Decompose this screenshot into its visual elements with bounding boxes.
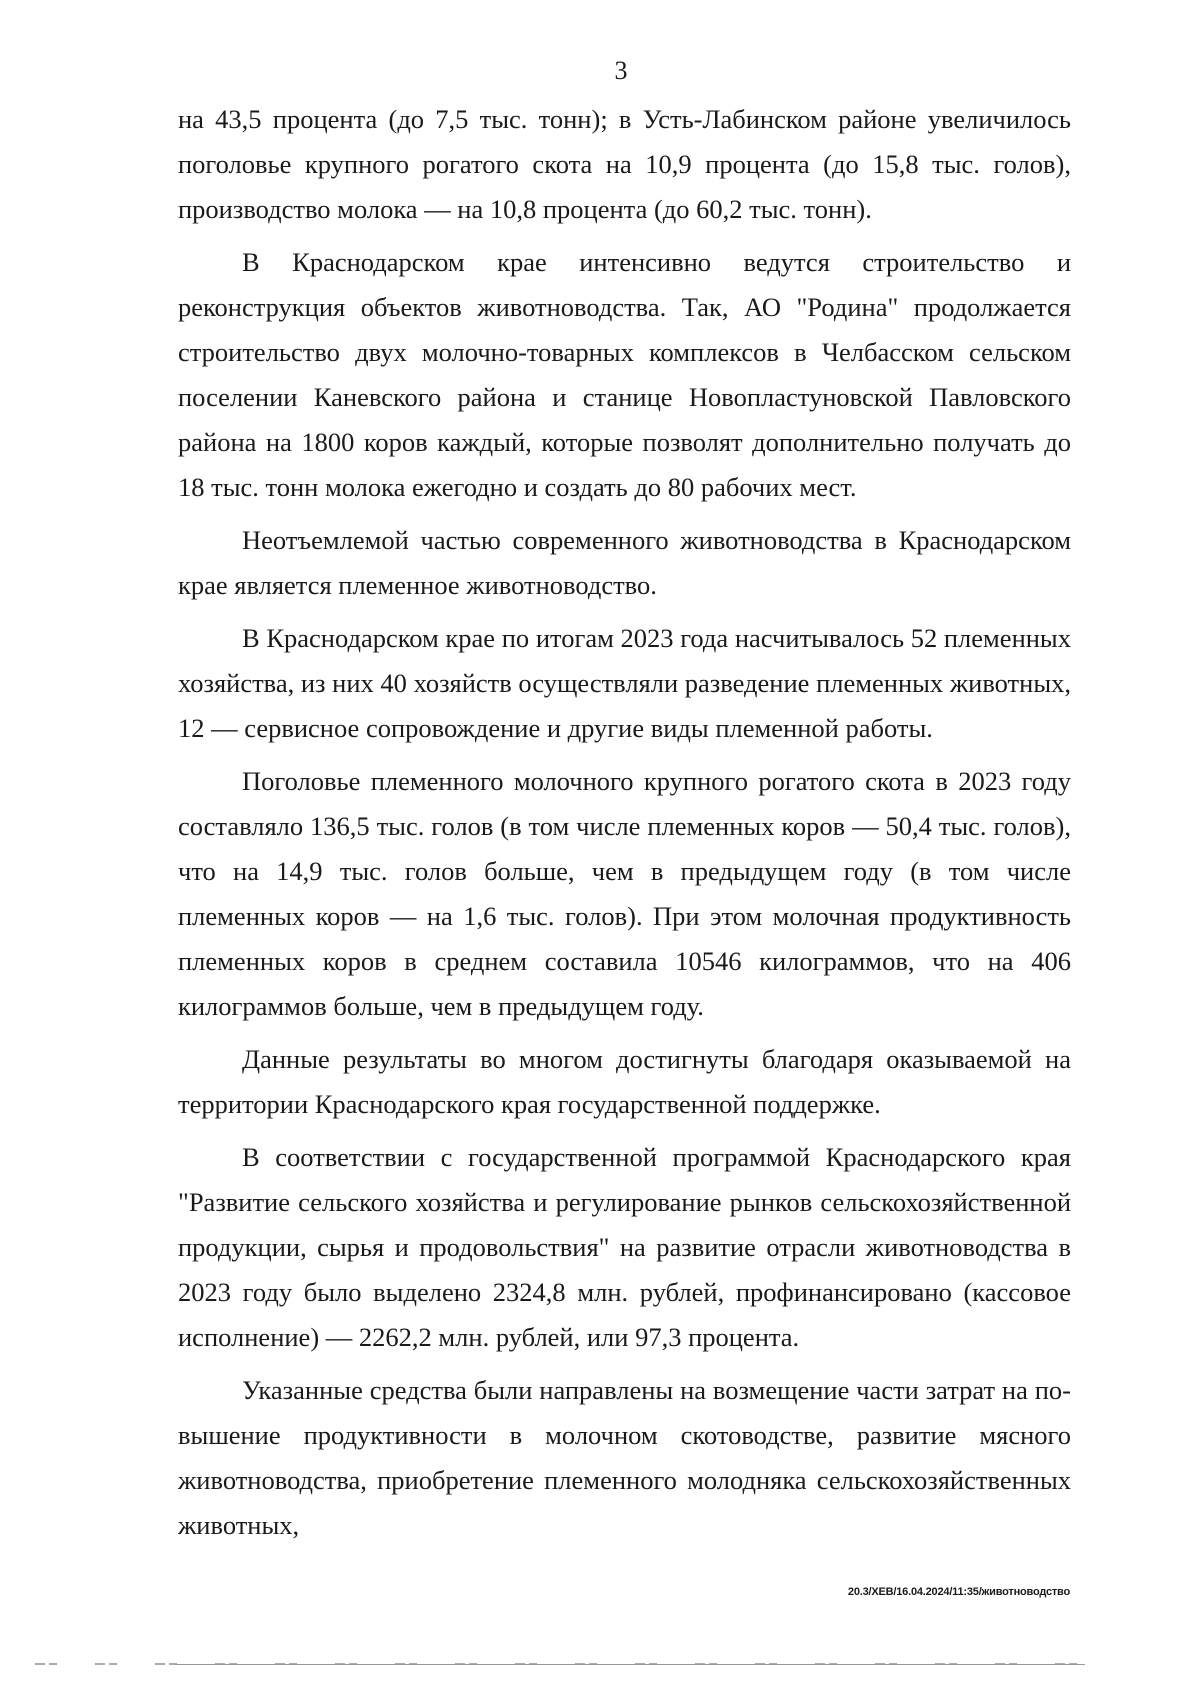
document-stamp: 20.3/ХЕВ/16.04.2024/11:35/животноводство <box>847 1586 1070 1598</box>
document-body <box>178 97 1071 1556</box>
paragraph: В Краснодарском крае по итогам 2023 года насчитывалось 52 племенных хозяйства, из них 40 хозяйств осуществляли разведение племенных животных, 12 — сервисное сопровождение и другие виды племенной работы. <box>178 623 1071 743</box>
page-number: 3 <box>614 56 628 85</box>
paragraph: Указанные средства были направлены на возмещение части затрат на повышение продуктивности в молочном скотоводстве, развитие мясного животноводства, приобретение племенного молодняка сельскохозяйственных животных, <box>178 1375 1071 1540</box>
paragraph: Данные результаты во многом достигнуты благодаря оказываемой на территории Краснодарского края государственной поддержке. <box>178 1044 1071 1119</box>
scan-edge-line <box>175 1664 1085 1665</box>
paragraph-continuation: на 43,5 процента (до 7,5 тыс. тонн); в Усть-Лабинском районе увеличилось поголовье крупного рогатого скота на 10,9 процента (до 15,8 тыс. голов), производство молока — на 10,8 процента (до 60,2 тыс. тонн). <box>178 104 1071 224</box>
paragraph: Поголовье племенного молочного крупного рогатого скота в 2023 году составляло 136,5 тыс. голов (в том числе племенных коров — 50,4 тыс. голов), что на 14,9 тыс. голов больше, чем в предыдущем году (в том числе племенных коров — на 1,6 тыс. голов). При этом молочная продуктивность племенных коров в среднем составила 10546 килограммов, что на 406 килограммов больше, чем в предыдущем году. <box>178 766 1071 1021</box>
paragraph: В соответствии с государственной программой Краснодарского края "Развитие сельского хозяйства и регулирование рынков сельскохозяйственной продукции, сырья и продовольствия" на развитие отрасли животноводства в 2023 году было выделено 2324,8 млн. рублей, профинансировано (кассовое исполнение) — 2262,2 млн. рублей, или 97,3 процента. <box>178 1142 1071 1352</box>
paragraph: В Краснодарском крае интенсивно ведутся строительство и реконструкция объектов животноводства. Так, АО "Родина" продолжается строительство двух молочно-товарных комплексов в Челбасском сельском поселении Каневского района и станице Новопластуновской Павловского района на 1800 коров каждый, которые позволят дополнительно получать до 18 тыс. тонн молока ежегодно и создать до 80 рабочих мест. <box>178 247 1071 502</box>
paragraph: Неотъемлемой частью современного животноводства в Краснодарском крае является племенное животноводство. <box>178 525 1071 600</box>
